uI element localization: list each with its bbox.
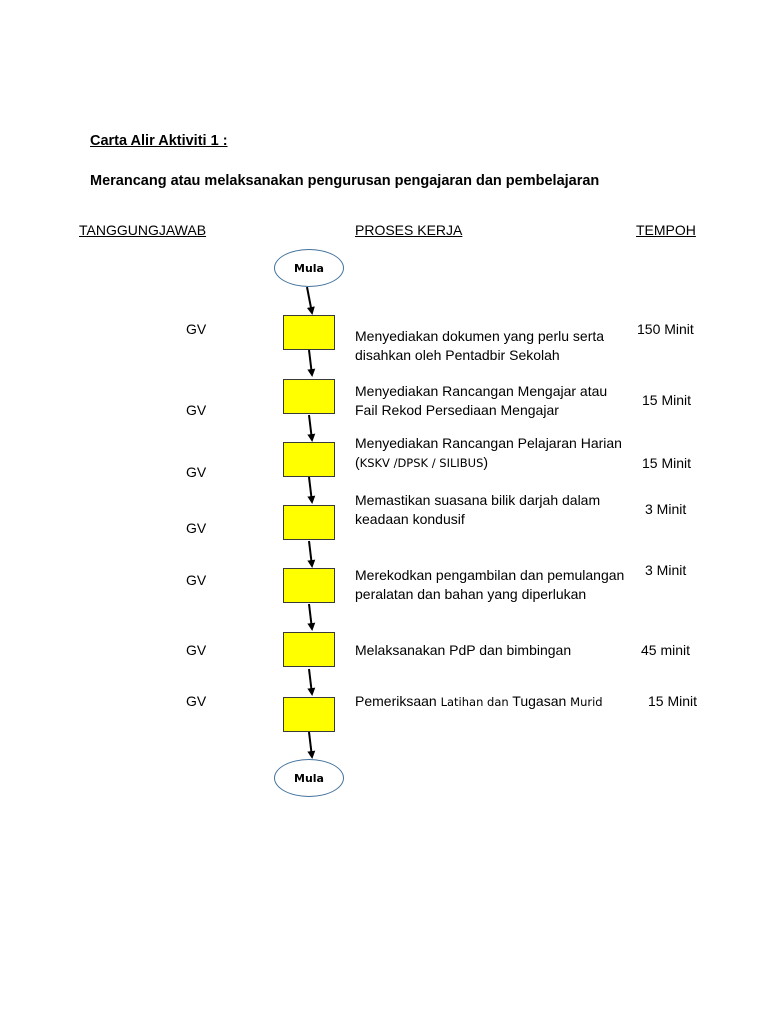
step-3-close-paren: ) [483,454,489,470]
step-3-description [355,434,622,473]
process-box-5 [283,568,335,603]
process-box-7 [283,697,335,732]
step-3-open-paren: ( [355,454,360,470]
end-terminal [274,759,344,797]
step-6-responsibility: GV [186,642,207,658]
step-2-description [355,382,607,420]
step-3-duration: 15 Minit [642,455,692,471]
process-box-6 [283,632,335,667]
step-7-part-4: Murid [570,695,603,709]
header-duration: TEMPOH [636,222,696,238]
header-process: PROSES KERJA [355,222,463,238]
step-5-duration: 3 Minit [645,562,687,578]
process-box-1 [283,315,335,350]
start-label: Mula [294,261,324,275]
arrow [309,350,312,375]
step-7-responsibility: GV [186,693,207,709]
process-box-4 [283,505,335,540]
step-7-part-3: Tugasan [508,693,571,709]
arrow [309,541,312,566]
step-7-duration: 15 Minit [648,693,698,709]
step-7-line-1 [355,692,603,712]
step-3-curriculum-codes: KSKV /DPSK / SILIBUS [359,456,484,470]
step-4-responsibility: GV [186,520,207,536]
header-responsibility: TANGGUNGJAWAB [79,222,207,238]
end-label: Mula [294,771,324,785]
step-6-line-1: Melaksanakan PdP dan bimbingan [355,642,572,658]
step-2-duration: 15 Minit [642,392,692,408]
arrow [309,415,312,440]
start-terminal [274,249,344,287]
arrow [309,477,312,502]
step-4-duration: 3 Minit [645,501,687,517]
arrow [309,732,312,757]
step-1-line-1: Menyediakan dokumen yang perlu serta [355,328,605,344]
step-4-line-1: Memastikan suasana bilik darjah dalam [355,492,601,508]
step-2-responsibility: GV [186,402,207,418]
arrow [307,287,312,313]
step-6-description [355,641,571,660]
step-4-description [355,491,600,529]
step-1-line-2: disahkan oleh Pentadbir Sekolah [355,347,560,363]
step-5-description [355,566,624,604]
step-6-duration: 45 minit [641,642,691,658]
step-7-part-1: Pemeriksaan [355,693,441,709]
process-box-2 [283,379,335,414]
step-2-line-1: Menyediakan Rancangan Mengajar atau [355,383,608,399]
step-1-description [355,327,604,365]
step-3-line-2 [355,453,622,473]
step-3-line-1: Menyediakan Rancangan Pelajaran Harian [355,435,622,451]
step-1-responsibility: GV [186,321,207,337]
chart-title: Carta Alir Aktiviti 1 : [90,133,228,149]
process-box-3 [283,442,335,477]
step-3-responsibility: GV [186,464,207,480]
chart-subtitle: Merancang atau melaksanakan pengurusan pengajaran dan pembelajaran [90,173,600,189]
step-7-description [355,692,603,712]
step-5-line-2: peralatan dan bahan yang diperlukan [355,586,587,602]
step-2-line-2: Fail Rekod Persediaan Mengajar [355,402,559,418]
arrow [309,669,312,694]
step-7-part-2: Latihan dan [440,695,509,709]
step-4-line-2: keadaan kondusif [355,511,465,527]
step-1-duration: 150 Minit [637,321,694,337]
step-5-responsibility: GV [186,572,207,588]
step-5-line-1: Merekodkan pengambilan dan pemulangan [355,567,625,583]
arrow [309,604,312,629]
